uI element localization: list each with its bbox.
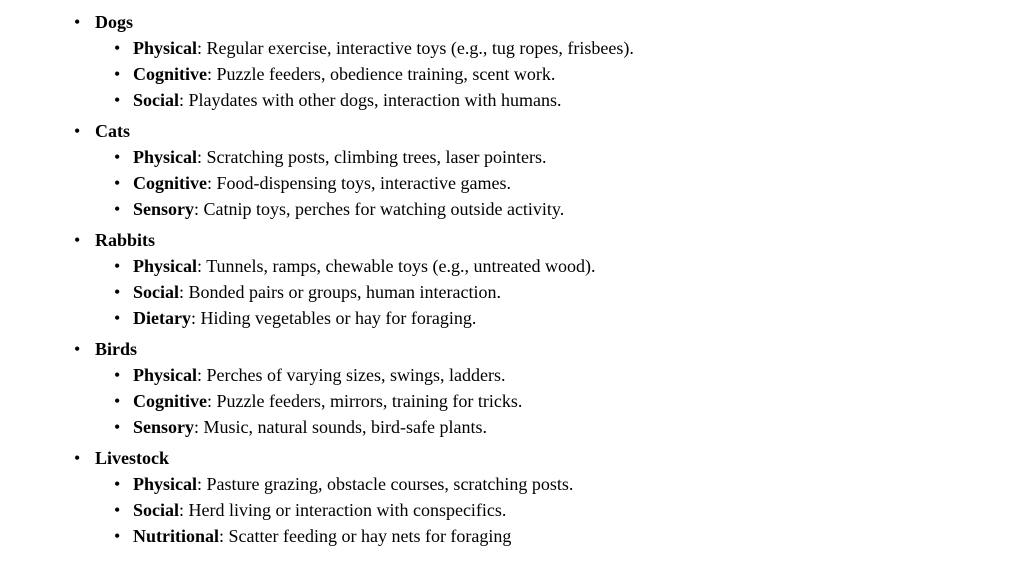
list-item <box>95 497 1024 523</box>
list-item <box>95 253 1024 279</box>
item-label: Physical <box>133 256 198 276</box>
list-item <box>95 362 1024 388</box>
item-label: Physical <box>133 365 198 385</box>
item-text: : Perches of varying sizes, swings, ladders. <box>197 365 506 385</box>
species-item-rabbits <box>0 227 1024 331</box>
item-text: : Playdates with other dogs, interaction with humans. <box>179 90 562 110</box>
item-label: Sensory <box>133 199 195 219</box>
sub-list <box>95 35 1024 113</box>
bullet-icon: • <box>114 90 121 110</box>
list-item <box>95 144 1024 170</box>
list-item <box>95 61 1024 87</box>
bullet-icon: • <box>114 474 121 494</box>
item-label: Cognitive <box>133 64 207 84</box>
item-label: Social <box>133 500 180 520</box>
item-label: Nutritional <box>133 526 220 546</box>
item-text: : Puzzle feeders, obedience training, scent work. <box>207 64 556 84</box>
item-text: : Bonded pairs or groups, human interaction. <box>179 282 501 302</box>
bullet-icon: • <box>74 12 81 32</box>
species-item-cats <box>0 118 1024 222</box>
species-name: Rabbits <box>95 230 156 250</box>
bullet-icon: • <box>74 121 81 141</box>
list-item <box>95 279 1024 305</box>
item-label: Cognitive <box>133 391 207 411</box>
bullet-icon: • <box>114 308 121 328</box>
species-item-dogs <box>0 9 1024 113</box>
bullet-icon: • <box>74 230 81 250</box>
bullet-icon: • <box>114 365 121 385</box>
item-label: Physical <box>133 38 198 58</box>
list-item <box>95 523 1024 549</box>
bullet-icon: • <box>114 282 121 302</box>
item-text: : Food-dispensing toys, interactive games. <box>207 173 511 193</box>
item-text: : Regular exercise, interactive toys (e.g., tug ropes, frisbees). <box>197 38 634 58</box>
bullet-icon: • <box>114 38 121 58</box>
item-text: : Scatter feeding or hay nets for foraging <box>219 526 512 546</box>
bullet-icon: • <box>114 500 121 520</box>
list-item <box>95 196 1024 222</box>
item-text: : Herd living or interaction with conspecifics. <box>179 500 507 520</box>
item-text: : Hiding vegetables or hay for foraging. <box>190 308 477 328</box>
species-name: Birds <box>95 339 138 359</box>
sub-list <box>95 471 1024 549</box>
species-header <box>74 445 1024 471</box>
list-item <box>95 471 1024 497</box>
bullet-icon: • <box>114 147 121 167</box>
item-label: Dietary <box>133 308 191 328</box>
bullet-icon: • <box>114 199 121 219</box>
bullet-icon: • <box>74 339 81 359</box>
item-label: Sensory <box>133 417 195 437</box>
list-item <box>95 388 1024 414</box>
item-text: : Music, natural sounds, bird-safe plants. <box>194 417 487 437</box>
sub-list <box>95 253 1024 331</box>
item-label: Physical <box>133 147 198 167</box>
bullet-icon: • <box>74 448 81 468</box>
species-header <box>74 9 1024 35</box>
item-label: Social <box>133 90 180 110</box>
item-text: : Catnip toys, perches for watching outside activity. <box>194 199 565 219</box>
item-text: : Puzzle feeders, mirrors, training for tricks. <box>207 391 523 411</box>
species-name: Cats <box>95 121 130 141</box>
bullet-icon: • <box>114 526 121 546</box>
bullet-icon: • <box>114 256 121 276</box>
species-header <box>74 336 1024 362</box>
species-header <box>74 227 1024 253</box>
item-text: : Pasture grazing, obstacle courses, scratching posts. <box>197 474 574 494</box>
sub-list <box>95 362 1024 440</box>
sub-list <box>95 144 1024 222</box>
item-text: : Scratching posts, climbing trees, laser pointers. <box>197 147 547 167</box>
species-name: Livestock <box>95 448 169 468</box>
bullet-icon: • <box>114 173 121 193</box>
list-item <box>95 414 1024 440</box>
species-header <box>74 118 1024 144</box>
item-label: Social <box>133 282 180 302</box>
species-item-livestock <box>0 445 1024 549</box>
list-item <box>95 305 1024 331</box>
species-name: Dogs <box>95 12 134 32</box>
species-list <box>0 9 1024 549</box>
list-item <box>95 170 1024 196</box>
item-text: : Tunnels, ramps, chewable toys (e.g., untreated wood). <box>197 256 596 276</box>
item-label: Cognitive <box>133 173 207 193</box>
bullet-icon: • <box>114 417 121 437</box>
item-label: Physical <box>133 474 198 494</box>
bullet-icon: • <box>114 391 121 411</box>
list-item <box>95 35 1024 61</box>
species-item-birds <box>0 336 1024 440</box>
bullet-icon: • <box>114 64 121 84</box>
list-item <box>95 87 1024 113</box>
